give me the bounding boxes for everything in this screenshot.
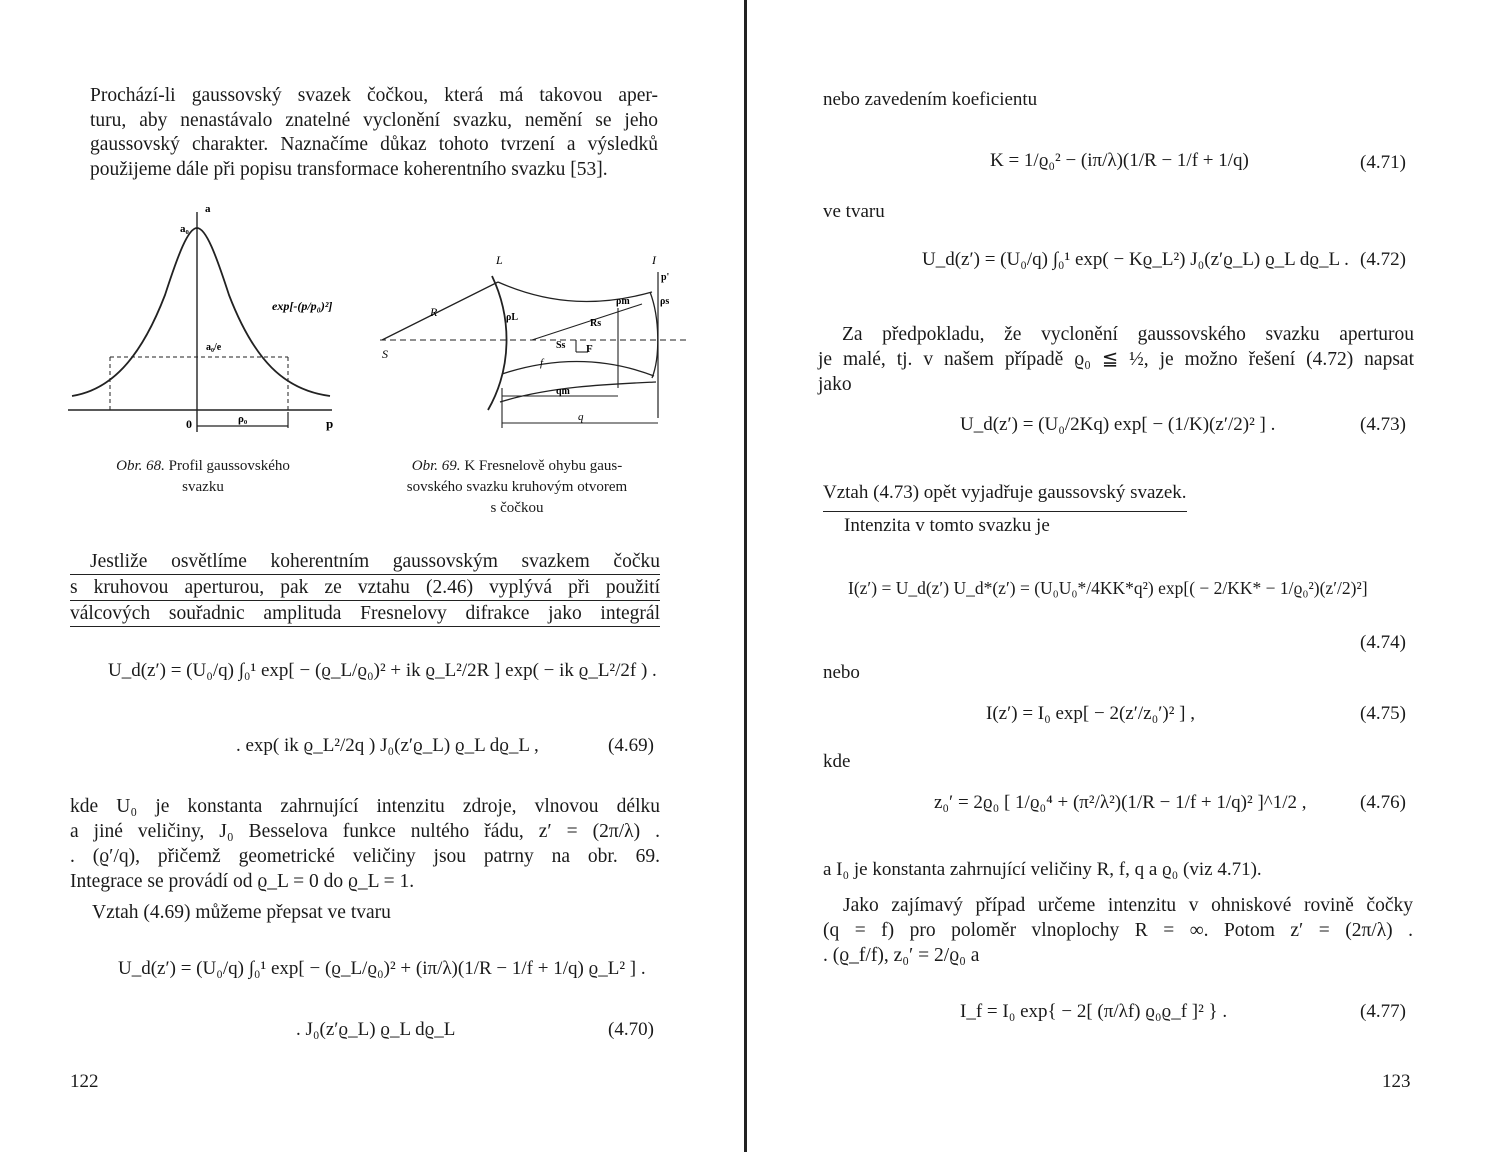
text-line: jako <box>818 374 852 395</box>
text-line: gaussovský charakter. Naznačíme důkaz tohoto tvrzení a výsledků <box>90 134 658 155</box>
axis-label-a: a <box>205 203 211 215</box>
lens-label-L: L <box>496 253 503 267</box>
paragraph-definitions <box>70 794 660 894</box>
equation-number: (4.77) <box>1360 1001 1406 1022</box>
label-Rs: Rs <box>590 318 602 329</box>
label-f: f <box>540 357 544 369</box>
left-page <box>0 0 744 1152</box>
text-line: je malé, tj. v našem případě ϱ₀ ≦ ½, je možno řešení (4.72) napsat <box>818 349 1414 370</box>
figure-69-caption <box>370 456 664 519</box>
label-qm: qm <box>556 386 570 397</box>
figure-68-gaussian-profile <box>60 200 350 440</box>
equation-number: (4.70) <box>608 1019 654 1040</box>
text-line: s kruhovou aperturou, pak ze vztahu (2.46) vyplývá při použití <box>70 575 660 601</box>
equation-4-74: I(z′) = U_d(z′) U_d*(z′) = (U₀U₀*/4KK*q²) exp[( − 2/KK* − 1/ϱ₀²)(z′/2)²] <box>848 578 1368 598</box>
paragraph-or: nebo <box>823 662 860 683</box>
text-line: Jestliže osvětlíme koherentním gaussovským svazkem čočku <box>70 549 660 575</box>
equation-4-70-line1: U_d(z′) = (U₀/q) ∫₀¹ exp[ − (ϱ_L/ϱ₀)² + (iπ/λ)(1/R − 1/f + 1/q) ϱ_L² ] . <box>118 958 646 979</box>
caption-line: sovského svazku kruhovým otvorem <box>406 479 628 495</box>
equation-number: (4.72) <box>1360 249 1406 270</box>
caption-line: s čočkou <box>490 500 544 516</box>
peak-label: a₀ <box>180 223 189 235</box>
text-line: . (ϱ_f/f), z₀′ = 2/ϱ₀ a <box>823 945 980 966</box>
paragraph-intensity: Intenzita v tomto svazku je <box>844 515 1050 536</box>
right-page <box>748 0 1506 1152</box>
curve-formula: exp[-(p/p₀)²] <box>272 299 333 313</box>
label-rhoL: ρL <box>506 312 519 323</box>
half-label: a₀/e <box>206 342 222 353</box>
plane-label-I: I <box>652 253 656 267</box>
equation-number: (4.73) <box>1360 414 1406 435</box>
paragraph-assumption <box>818 322 1414 397</box>
text-line: Za předpokladu, že vyclonění gaussovského svazku aperturou <box>842 324 1414 345</box>
caption-prefix: Obr. 68. <box>116 458 165 474</box>
paragraph-fresnel <box>70 549 660 627</box>
figure-69-fresnel-diagram <box>372 248 694 438</box>
paragraph-where: kde <box>823 751 851 772</box>
equation-number: (4.75) <box>1360 703 1406 724</box>
text-line: použijeme dále při popisu transformace koherentního svazku [53]. <box>90 158 608 180</box>
equation-4-69-line2: . exp( ik ϱ_L²/2q ) J₀(z′ϱ_L) ϱ_L dϱ_L , <box>236 735 539 756</box>
intro-paragraph <box>90 84 658 182</box>
label-R: R <box>430 305 438 319</box>
text-line: kde U₀ je konstanta zahrnující intenzitu zdroje, vlnovou délku <box>70 796 660 817</box>
caption-prefix: Obr. 69. <box>411 458 461 474</box>
label-q: q <box>578 411 584 423</box>
paragraph-rewrite: Vztah (4.69) můžeme přepsat ve tvaru <box>92 902 391 923</box>
caption-line: Profil gaussovského <box>168 458 290 474</box>
equation-4-69-line1: U_d(z′) = (U₀/q) ∫₀¹ exp[ − (ϱ_L/ϱ₀)² + ik ϱ_L²/2R ] exp( − ik ϱ_L²/2f ) . <box>108 660 657 681</box>
equation-4-72: U_d(z′) = (U₀/q) ∫₀¹ exp( − Kϱ_L²) J₀(z′ϱ_L) ϱ_L dϱ_L . <box>922 249 1349 270</box>
equation-number: (4.69) <box>608 735 654 756</box>
caption-line: K Fresnelově ohybu gaus- <box>464 458 623 474</box>
label-S: S <box>382 347 388 361</box>
text-line: . (ϱ′/q), přičemž geometrické veličiny jsou patrny na obr. 69. <box>70 846 660 867</box>
axis-label-p: p <box>326 416 334 431</box>
origin-label: 0 <box>186 417 192 431</box>
equation-4-73: U_d(z′) = (U₀/2Kq) exp[ − (1/K)(z′/2)² ] . <box>960 414 1276 435</box>
text-line: válcových souřadnic amplituda Fresnelovy difrakce jako integrál <box>70 601 660 627</box>
equation-4-77: I_f = I₀ exp{ − 2[ (π/λf) ϱ₀ϱ_f ]² } . <box>960 1001 1228 1022</box>
paragraph-gaussian <box>823 481 1303 512</box>
equation-4-75: I(z′) = I₀ exp[ − 2(z′/z₀′)² ] , <box>986 703 1195 724</box>
book-fold <box>744 0 747 1152</box>
figure-68-caption <box>78 456 328 498</box>
text-line: a jiné veličiny, J₀ Besselova funkce nultého řádu, z′ = (2π/λ) . <box>70 821 660 842</box>
paragraph-coefficient: nebo zavedením koeficientu <box>823 89 1038 110</box>
equation-number: (4.76) <box>1360 792 1406 813</box>
label-rho-m: ρm <box>616 296 630 307</box>
equation-4-71: K = 1/ϱ₀² − (iπ/λ)(1/R − 1/f + 1/q) <box>990 150 1249 171</box>
label-rho-s: ρs <box>660 296 670 307</box>
paragraph-constant: a I₀ je konstanta zahrnující veličiny R, f, q a ϱ₀ (viz 4.71). <box>823 859 1262 880</box>
paragraph-focal-case <box>823 893 1413 968</box>
text-line: Integrace se provádí od ϱ_L = 0 do ϱ_L = 1. <box>70 871 415 892</box>
text-line: Jako zajímavý případ určeme intenzitu v ohniskové rovině čočky <box>843 895 1413 916</box>
equation-number: (4.74) <box>1360 632 1406 653</box>
equation-number: (4.71) <box>1360 152 1406 173</box>
page-number-left: 122 <box>70 1071 99 1092</box>
equation-4-70-line2: . J₀(z′ϱ_L) ϱ_L dϱ_L <box>296 1019 456 1040</box>
text-line: Vztah (4.73) opět vyjadřuje gaussovský svazek. <box>823 481 1187 512</box>
text-line: turu, aby nenastávalo znatelné vyclonění svazku, nemění se jeho <box>90 109 658 131</box>
text-line: Prochází-li gaussovský svazek čočkou, která má takovou aper- <box>90 85 658 106</box>
rho0-label: ρ₀ <box>238 413 248 425</box>
label-p-prime: p' <box>661 272 670 283</box>
paragraph-form: ve tvaru <box>823 201 885 222</box>
label-Ss: Ss <box>556 340 566 351</box>
caption-line: svazku <box>182 479 224 495</box>
page-number-right: 123 <box>1382 1071 1411 1092</box>
equation-4-76: z₀′ = 2ϱ₀ [ 1/ϱ₀⁴ + (π²/λ²)(1/R − 1/f + 1/q)² ]^1/2 , <box>934 792 1307 813</box>
text-line: (q = f) pro poloměr vlnoplochy R = ∞. Potom z′ = (2π/λ) . <box>823 920 1413 941</box>
label-F: F <box>586 343 593 355</box>
